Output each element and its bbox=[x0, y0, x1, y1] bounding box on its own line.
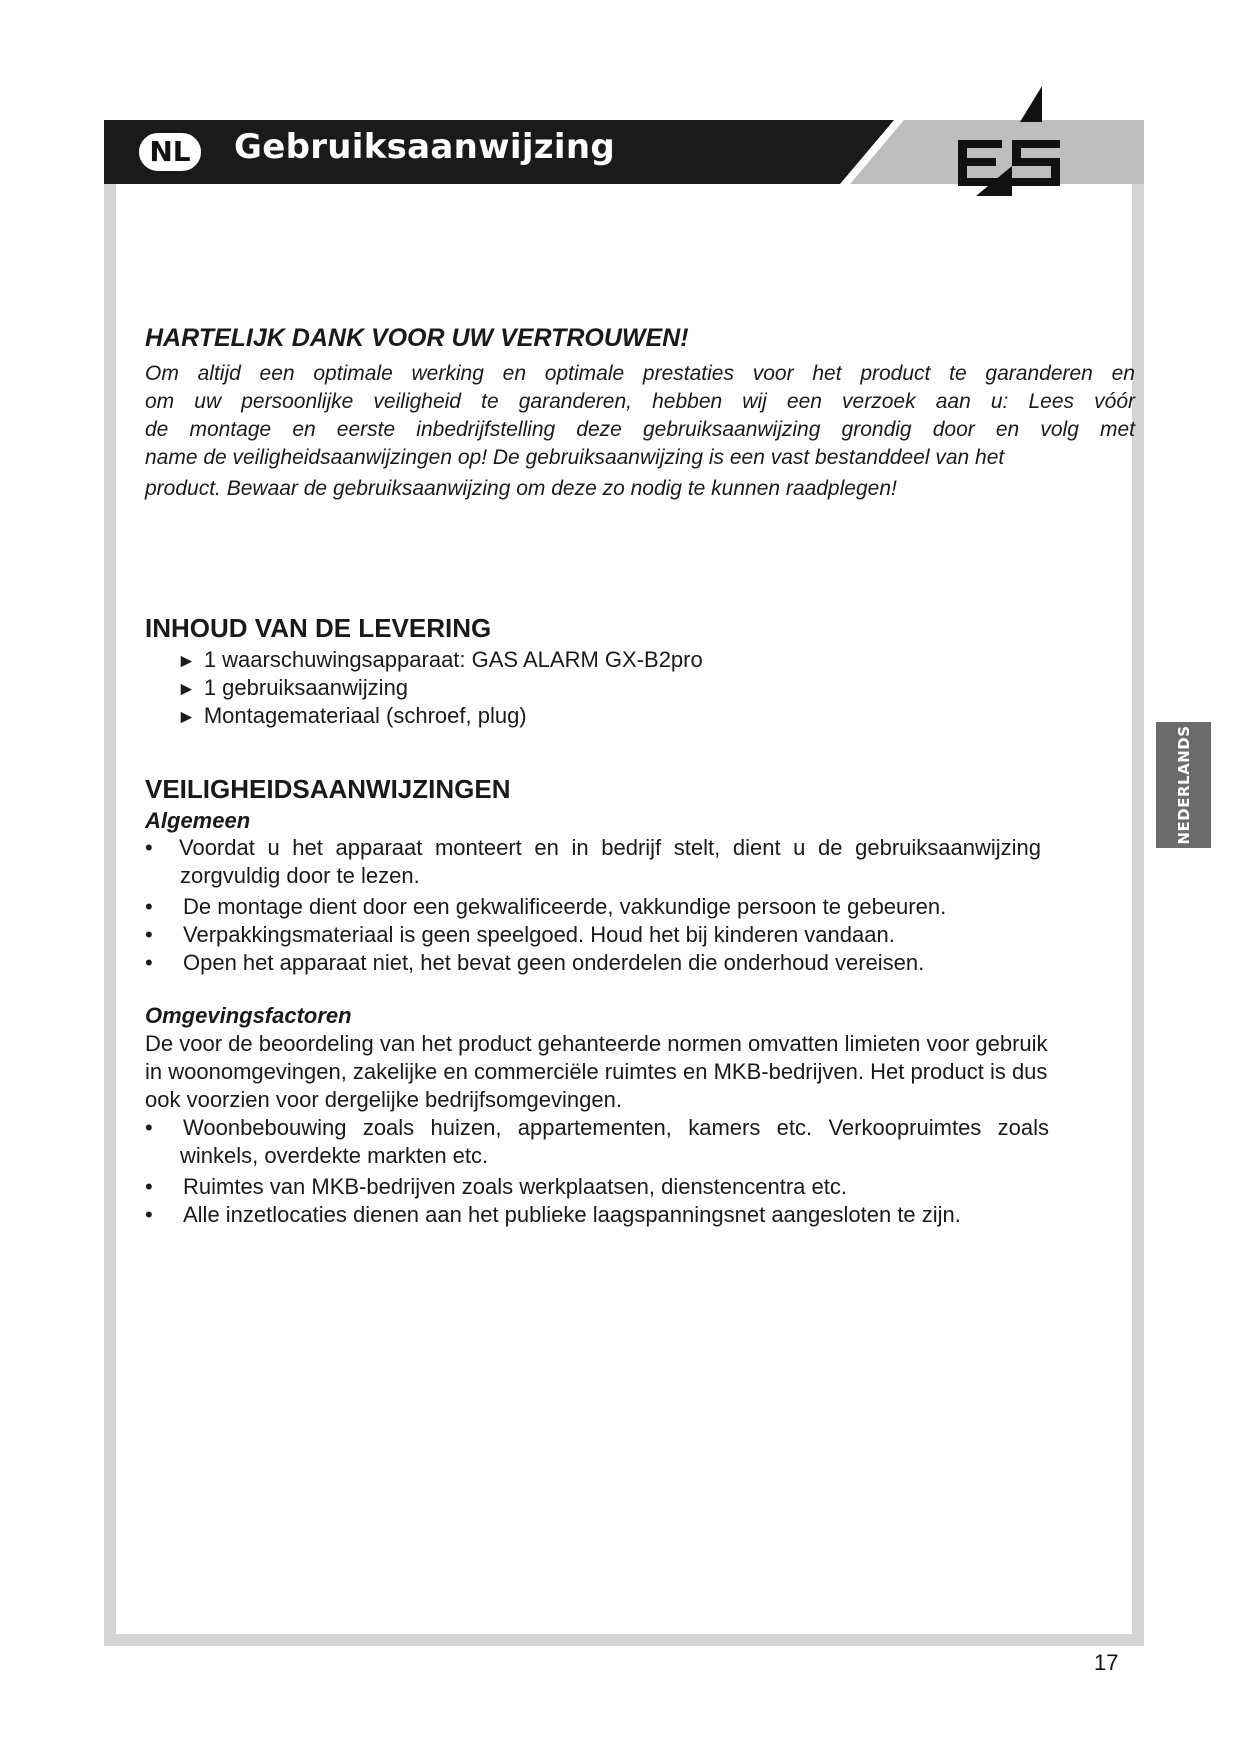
bullet-continuation: winkels, overdekte markten etc. bbox=[180, 1143, 489, 1168]
bullet-text: De montage dient door een gekwalificeerde, vakkundige persoon te gebeuren. bbox=[183, 894, 947, 919]
delivery-item-label: 1 waarschuwingsapparaat: GAS ALARM GX-B2pro bbox=[203, 647, 703, 672]
bullet-icon: • bbox=[145, 835, 153, 860]
intro-line: name de veiligheidsaanwijzingen op! De gebruiksaanwijzing is een vast bestanddeel van het bbox=[145, 446, 1005, 469]
arrow-right-icon: ► bbox=[177, 679, 196, 700]
arrow-right-icon: ► bbox=[177, 707, 196, 728]
side-tab-label: NEDERLANDS bbox=[1174, 725, 1193, 845]
safety-heading: VEILIGHEIDSAANWIJZINGEN bbox=[145, 774, 511, 804]
bullet-icon: • bbox=[145, 1115, 153, 1140]
general-subheading: Algemeen bbox=[145, 808, 251, 833]
intro-line: product. Bewaar de gebruiksaanwijzing om deze zo nodig te kunnen raadplegen! bbox=[145, 477, 897, 500]
bullet-icon: • bbox=[145, 922, 153, 947]
general-bullet bbox=[145, 835, 1145, 863]
bullet-text: Verpakkingsmateriaal is geen speelgoed. Houd het bij kinderen vandaan. bbox=[183, 922, 895, 947]
bullet-icon: • bbox=[145, 950, 153, 975]
bullet-text: Ruimtes van MKB-bedrijven zoals werkplaatsen, dienstencentra etc. bbox=[183, 1174, 847, 1199]
bullet-continuation: zorgvuldig door te lezen. bbox=[180, 863, 420, 888]
bullet-text: Open het apparaat niet, het bevat geen onderdelen die onderhoud vereisen. bbox=[183, 950, 925, 975]
language-badge: NL bbox=[136, 130, 204, 174]
bullet-text: Voordat u het apparaat monteert en in bedrijf stelt, dient u de gebruiksaanwijzing bbox=[179, 835, 1041, 860]
bullet-icon: • bbox=[145, 894, 153, 919]
bullet-icon: • bbox=[145, 1202, 153, 1227]
delivery-item bbox=[177, 675, 408, 701]
environment-subheading: Omgevingsfactoren bbox=[145, 1003, 352, 1028]
intro-line: om uw persoonlijke veiligheid te garanderen, hebben wij een verzoek aan u: Lees vóór bbox=[145, 390, 1135, 413]
arrow-right-icon: ► bbox=[177, 651, 196, 672]
intro-line: Om altijd een optimale werking en optimale prestaties voor het product te garanderen en bbox=[145, 362, 1135, 385]
es-logo-icon bbox=[950, 86, 1070, 196]
page-number: 17 bbox=[1094, 1650, 1119, 1675]
environment-paragraph-line: ook voorzien voor dergelijke bedrijfsomgevingen. bbox=[145, 1087, 622, 1112]
delivery-item-label: Montagemateriaal (schroef, plug) bbox=[203, 703, 527, 728]
intro-heading: HARTELIJK DANK VOOR UW VERTROUWEN! bbox=[145, 324, 689, 352]
language-side-tab bbox=[1156, 722, 1211, 848]
delivery-heading: INHOUD VAN DE LEVERING bbox=[145, 613, 492, 643]
bullet-text: Alle inzetlocaties dienen aan het publieke laagspanningsnet aangesloten te zijn. bbox=[183, 1202, 961, 1227]
delivery-item bbox=[177, 647, 703, 673]
environment-bullet bbox=[145, 1115, 1145, 1143]
bullet-text: Woonbebouwing zoals huizen, appartementen, kamers etc. Verkoopruimtes zoals bbox=[183, 1115, 1049, 1140]
environment-paragraph-line: in woonomgevingen, zakelijke en commerciële ruimtes en MKB-bedrijven. Het product is dus bbox=[145, 1059, 1048, 1084]
delivery-item bbox=[177, 703, 527, 729]
intro-line: de montage en eerste inbedrijfstelling deze gebruiksaanwijzing grondig door en volg met bbox=[145, 418, 1135, 441]
delivery-item-label: 1 gebruiksaanwijzing bbox=[203, 675, 409, 700]
environment-paragraph-line: De voor de beoordeling van het product gehanteerde normen omvatten limieten voor gebruik bbox=[145, 1031, 1048, 1056]
page-title: Gebruiksaanwijzing bbox=[234, 127, 615, 167]
bullet-icon: • bbox=[145, 1174, 153, 1199]
